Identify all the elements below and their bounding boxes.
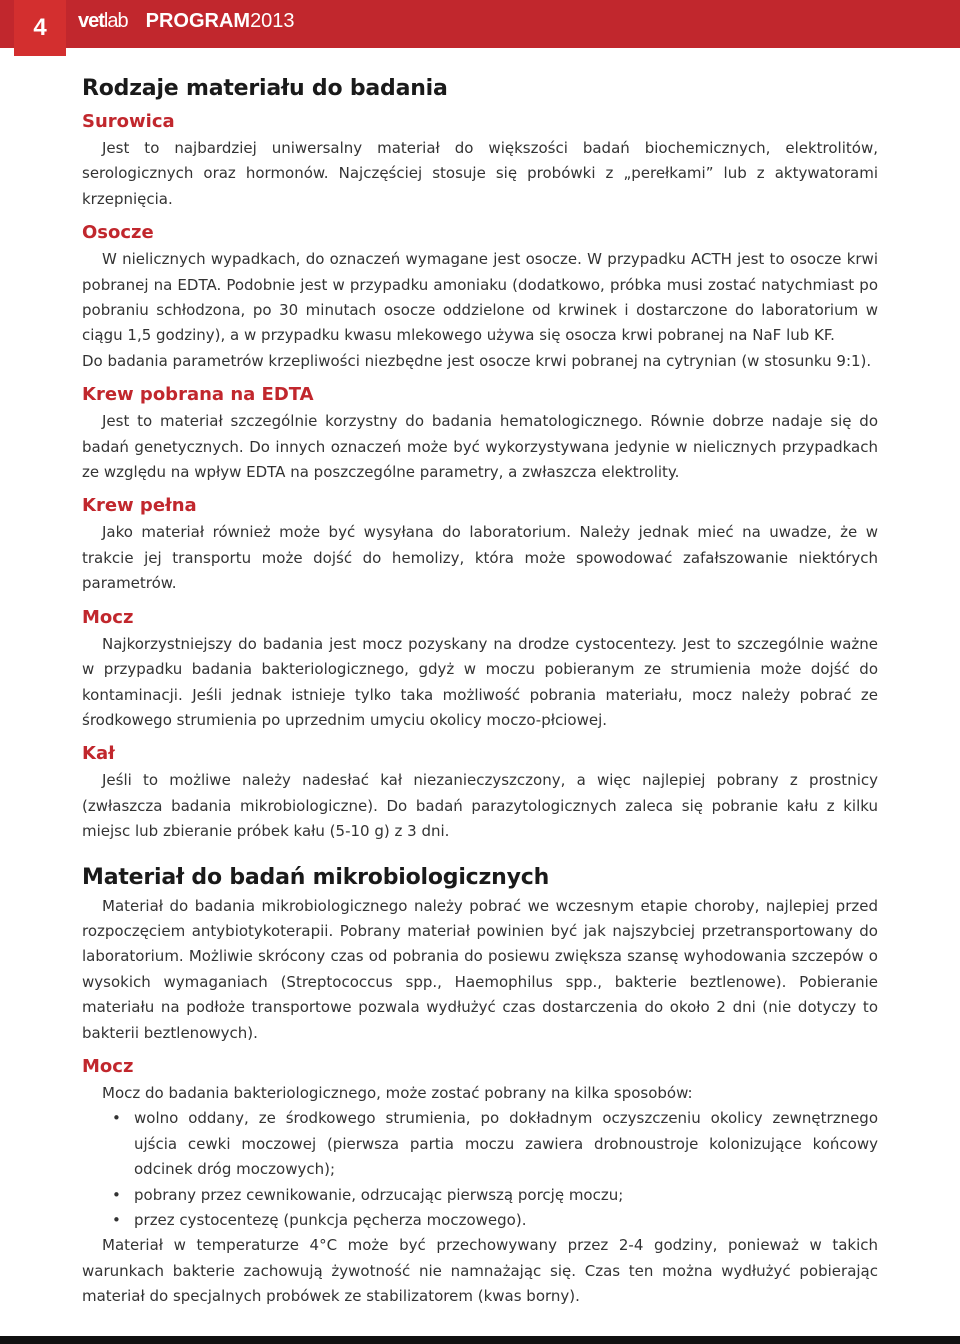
section-title-materials: Rodzaje materiału do badania: [82, 76, 448, 101]
heading-surowica: Surowica: [82, 111, 175, 132]
logo-lab: lab: [103, 10, 128, 32]
list-item: • pobrany przez cewnikowanie, odrzucając pierwszą porcję moczu;: [134, 1183, 878, 1208]
text-mocz: Najkorzystniejszy do badania jest mocz pozyskany na drodze cystocentezy. Jest to szczególnie ważne w przypadku badania bakteriologicznego, gdyż w moczu pobieranym ze strumienia może dojść do kontaminacji. Jeśli jednak istnieje tylko taka możliwość pobrania materiału, mocz należy pobrać ze środkowego strumienia po uprzednim umyciu okolicy moczo-płciowej.: [82, 634, 878, 729]
program-label: PROGRAM: [145, 10, 251, 32]
list-item: • wolno oddany, ze środkowego strumienia, po dokładnym oczyszczeniu okolicy zewnętrznego ujścia cewki moczowej (pierwsza partia moczu zawiera drobnoustroje kolonizujące końcowy odcinek dróg moczowych);: [134, 1106, 878, 1182]
heading-mocz: Mocz: [82, 606, 134, 628]
section-title-micro: Materiał do badań mikrobiologicznych: [82, 864, 550, 890]
page-content: [82, 76, 878, 1310]
heading-mocz-micro: Mocz: [82, 1055, 134, 1077]
text-surowica: Jest to najbardziej uniwersalny materiał do większości badań biochemicznych, elektrolitów, serologicznych oraz hormonów. Najczęściej stosuje się probówki z „perełkami” lub z aktywatorami krzepnięcia.: [82, 139, 878, 208]
page-number: 4: [14, 0, 66, 56]
text-mocz-micro-closing: Materiał w temperaturze 4°C może być przechowywany przez 2-4 godziny, ponieważ w takich warunkach bakterie zachowują żywotność nie namnażając się. Czas ten można wydłużyć pobierając materiał do specjalnych probówek ze stabilizatorem (kwas borny).: [82, 1236, 878, 1306]
list-item: • przez cystocentezę (punkcja pęcherza moczowego).: [134, 1208, 878, 1233]
text-micro-intro: Materiał do badania mikrobiologicznego należy pobrać we wczesnym etapie choroby, najlepiej przed rozpoczęciem antybiotykoterapii. Pobrany materiał powinien być jak najszybciej przetransportowany do laboratorium. Możliwie skrócony czas od pobrania do posiewu zwiększa szansę wyhodowania szczepów o wysokich wymaganiach (Streptococcus spp., Haemophilus spp., bakterie beztlenowe). Pobieranie materiału na podłoże transportowe pozwala wydłużyć czas dostarczenia do około 2 dni (nie dotyczy to bakterii beztlenowych).: [82, 896, 878, 1042]
heading-krew-edta: Krew pobrana na EDTA: [82, 384, 314, 406]
text-osocze-2: Do badania parametrów krzepliwości niezbędne jest osocze krwi pobranej na cytrynian (w stosunku 9:1).: [82, 351, 872, 370]
heading-kal: Kał: [82, 743, 115, 765]
text-kal: Jeśli to możliwe należy nadesłać kał niezanieczyszczony, a więc najlepiej pobrany z prostnicy (zwłaszcza badania mikrobiologiczne). Do badań parazytologicznych zaleca się pobranie kału z kilku miejsc lub zbieranie próbek kału (5-10 g) z 3 dni.: [82, 771, 878, 841]
text-osocze: W nielicznych wypadkach, do oznaczeń wymagane jest osocze. W przypadku ACTH jest to osocze krwi pobranej na EDTA. Podobnie jest w przypadku amoniaku (dodatkowo, próbka musi zostać natychmiast po pobraniu schłodzona, po 30 minutach osocze oddzielone od krwinek i dostarczone do laboratorium w ciągu 1,5 godziny), a w przypadku kwasu mlekowego używa się osocza krwi pobranej na NaF lub KF.: [82, 250, 878, 345]
text-krew-pelna: Jako materiał również może być wysyłana do laboratorium. Należy jednak mieć na uwadze, że w trakcie jej transportu może dojść do hemolizy, która może spowodować zafałszowanie niektórych parametrów.: [82, 523, 878, 593]
text-krew-edta: Jest to materiał szczególnie korzystny do badania hematologicznego. Równie dobrze nadaje się do badań genetycznych. Do innych oznaczeń może być wykorzystywana jedynie w nielicznych przypadkach ze względu na wpływ EDTA na poszczególne parametry, a zwłaszcza elektrolity.: [82, 412, 878, 482]
logo-vet: vet: [78, 10, 104, 32]
heading-krew-pelna: Krew pełna: [82, 495, 197, 517]
brand-logo: [78, 10, 295, 38]
mocz-methods-list: [82, 1106, 878, 1233]
heading-osocze: Osocze: [82, 222, 154, 244]
footer-bar: [0, 1336, 960, 1344]
program-year: 2013: [250, 10, 295, 32]
text-mocz-micro-lead: Mocz do badania bakteriologicznego, może zostać pobrany na kilka sposobów:: [102, 1083, 693, 1102]
header-bar: [0, 0, 960, 48]
